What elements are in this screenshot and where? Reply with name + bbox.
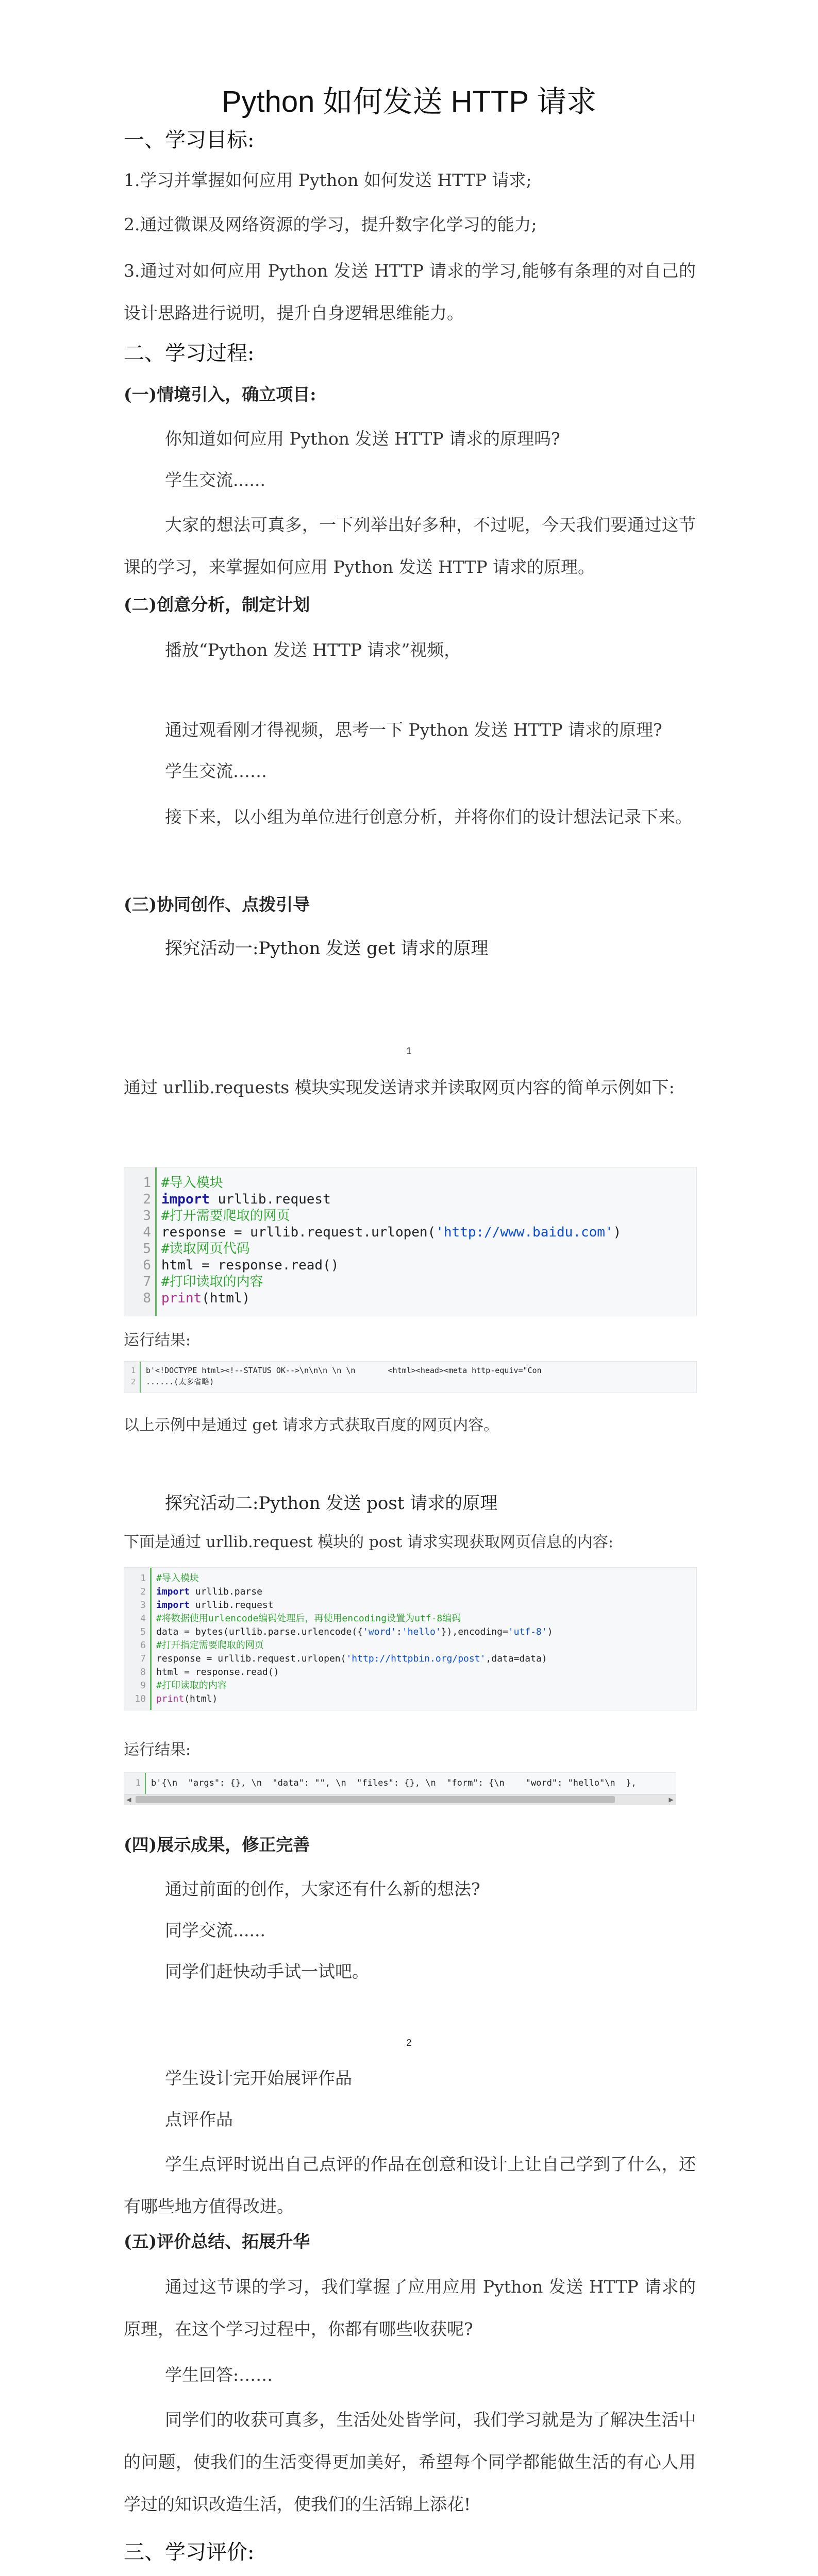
- goal-item-2: 2.通过微课及网络资源的学习，提升数字化学习的能力;: [124, 214, 537, 234]
- code-token-str: 'http://httpbin.org/post': [346, 1653, 486, 1664]
- paragraph: 通过 urllib.requests 模块实现发送请求并读取网页内容的简单示例如下:: [124, 1077, 675, 1097]
- code-text: [156, 1692, 218, 1706]
- code-token-plain: html = response.read(): [161, 1258, 339, 1273]
- code-token-comment: #打开指定需要爬取的网页: [156, 1640, 264, 1651]
- paragraph: 通过前面的创作，大家还有什么新的想法?: [165, 1879, 480, 1899]
- line-number: 10: [135, 1693, 146, 1704]
- page-number: 1: [406, 1046, 412, 1056]
- line-number: 1: [140, 1573, 146, 1584]
- line-number: 8: [140, 1667, 146, 1677]
- code-text: [156, 1585, 262, 1599]
- code-token-plain: b'<!DOCTYPE html><!--STATUS OK-->\n\n\n \n \n <html><head><meta http-equiv="Con: [146, 1366, 542, 1375]
- code-token-comment: #打印读取的内容: [161, 1274, 263, 1290]
- paragraph: 点评作品: [165, 2109, 233, 2129]
- activity-heading-2: 探究活动二:Python 发送 post 请求的原理: [165, 1493, 498, 1514]
- code-token-plain: urllib.request: [209, 1192, 331, 1207]
- line-number: 2: [140, 1586, 146, 1597]
- paragraph: 播放“Python 发送 HTTP 请求”视频，: [165, 640, 461, 660]
- paragraph: 下面是通过 urllib.request 模块的 post 请求实现获取网页信息的内容:: [124, 1533, 613, 1551]
- goal-item-3: 3.通过对如何应用 Python 发送 HTTP 请求的学习,能够有条理的对自己的设计思路进行说明，提升自身逻辑思维能力。: [124, 261, 696, 323]
- paragraph: 学生点评时说出自己点评的作品在创意和设计上让自己学到了什么，还有哪些地方值得改进。: [124, 2154, 696, 2216]
- paragraph: 通过观看刚才得视频，思考一下 Python 发送 HTTP 请求的原理?: [165, 720, 662, 740]
- line-number: 3: [140, 1600, 146, 1611]
- code-text: [156, 1625, 553, 1639]
- code-line: [124, 1572, 696, 1585]
- code-text: [161, 1208, 290, 1224]
- line-number: 4: [140, 1613, 146, 1624]
- code-line: [124, 1585, 696, 1599]
- scroll-left-icon[interactable]: ◀: [126, 1796, 131, 1803]
- line-number: 5: [140, 1626, 146, 1637]
- code-token-str: 'word': [362, 1626, 396, 1637]
- code-line: [124, 1241, 696, 1257]
- code-token-fn: print: [156, 1693, 185, 1704]
- code-text: [161, 1257, 339, 1274]
- line-number: 2: [130, 1377, 136, 1386]
- code-text: [156, 1599, 274, 1612]
- code-token-plain: ): [613, 1225, 622, 1240]
- code-line: [124, 1625, 696, 1639]
- code-line: [124, 1208, 696, 1224]
- code-line: [124, 1666, 696, 1679]
- result-label: 运行结果:: [124, 1331, 191, 1349]
- line-number: 1: [135, 1778, 141, 1788]
- paragraph: 通过这节课的学习，我们掌握了应用应用 Python 发送 HTTP 请求的原理，在这个学习过程中，你都有哪些收获呢?: [124, 2277, 696, 2339]
- paragraph: 学生交流……: [165, 761, 267, 781]
- code-token-comment: #导入模块: [156, 1573, 199, 1584]
- page-title: Python 如何发送 HTTP 请求: [221, 85, 597, 118]
- code-token-plain: :: [396, 1626, 402, 1637]
- scroll-right-icon[interactable]: ▶: [669, 1796, 674, 1803]
- paragraph: 同学们的收获可真多，生活处处皆学问，我们学习就是为了解决生活中的问题，使我们的生活变得更加美好，希望每个同学都能做生活的有心人用学过的知识改造生活，使我们的生活锦上添花!: [124, 2410, 696, 2514]
- code-token-plain: urllib.parse: [190, 1586, 262, 1597]
- code-token-plain: html = response.read(): [156, 1667, 279, 1677]
- activity-heading-1: 探究活动一:Python 发送 get 请求的原理: [165, 938, 489, 959]
- code-text: [161, 1274, 263, 1290]
- code-token-kw: import: [156, 1586, 190, 1597]
- paragraph: 大家的想法可真多，一下列举出好多种，不过呢，今天我们要通过这节课的学习，来掌握如何应用 Python 发送 HTTP 请求的原理。: [124, 515, 696, 577]
- code-text: [156, 1612, 461, 1625]
- paragraph: 学生回答:……: [165, 2365, 273, 2385]
- code-token-fn: print: [161, 1291, 202, 1306]
- line-number: 3: [143, 1208, 151, 1224]
- result-block-post: [124, 1772, 676, 1805]
- code-token-str: 'utf-8': [508, 1626, 547, 1637]
- code-line: [124, 1274, 696, 1290]
- code-line: [124, 1777, 676, 1789]
- code-line: [124, 1612, 696, 1625]
- scrollbar-thumb[interactable]: [136, 1796, 615, 1803]
- paragraph: 同学们赶快动手试一试吧。: [165, 1961, 369, 1981]
- line-number: 5: [143, 1241, 151, 1257]
- code-token-comment: #打开需要爬取的网页: [161, 1208, 290, 1224]
- code-text: [156, 1652, 547, 1666]
- code-token-str: 'hello': [402, 1626, 441, 1637]
- code-text: [156, 1666, 279, 1679]
- line-number: 7: [140, 1653, 146, 1664]
- code-token-kw: import: [161, 1192, 210, 1207]
- paragraph: 你知道如何应用 Python 发送 HTTP 请求的原理吗?: [165, 429, 560, 449]
- code-token-plain: ): [547, 1626, 553, 1637]
- code-text: [151, 1777, 637, 1789]
- code-block-post: [124, 1567, 697, 1710]
- code-text: [156, 1639, 264, 1652]
- line-number: 9: [140, 1680, 146, 1691]
- result-label: 运行结果:: [124, 1741, 191, 1759]
- paragraph: 学生设计完开始展评作品: [165, 2068, 352, 2088]
- code-line: [124, 1679, 696, 1692]
- code-line: [124, 1376, 696, 1387]
- code-token-plain: ,data=data): [486, 1653, 547, 1664]
- code-text: [161, 1290, 250, 1307]
- code-text: [146, 1365, 542, 1376]
- paragraph: 以上示例中是通过 get 请求方式获取百度的网页内容。: [124, 1416, 499, 1434]
- code-line: [124, 1175, 696, 1191]
- code-token-comment: #将数据使用urlencode编码处理后，再使用encoding设置为utf-8编码: [156, 1613, 461, 1624]
- code-text: [161, 1241, 250, 1257]
- section-heading-goals: 一、学习目标:: [124, 128, 255, 152]
- line-number: 6: [143, 1258, 151, 1273]
- code-token-plain: b'{\n "args": {}, \n "data": "", \n "files": {}, \n "form": {\n "word": "hello"\n },: [151, 1778, 637, 1788]
- paragraph: 接下来，以小组为单位进行创意分析，并将你们的设计想法记录下来。: [165, 807, 692, 827]
- paragraph: 学生交流......: [165, 470, 265, 490]
- code-token-plain: urllib.request: [190, 1600, 274, 1611]
- code-token-comment: #打印读取的内容: [156, 1680, 227, 1691]
- paragraph: 同学交流......: [165, 1920, 265, 1940]
- line-number: 4: [143, 1225, 151, 1240]
- page-number: 2: [406, 2038, 412, 2048]
- goal-item-1: 1.学习并掌握如何应用 Python 如何发送 HTTP 请求;: [124, 170, 532, 190]
- sub-heading-4: (四)展示成果，修正完善: [124, 1835, 310, 1855]
- code-line: [124, 1692, 696, 1706]
- line-number: 1: [130, 1366, 136, 1375]
- sub-heading-1: (一)情境引入，确立项目:: [124, 384, 316, 404]
- code-token-comment: #读取网页代码: [161, 1241, 250, 1257]
- code-text: [156, 1572, 199, 1585]
- code-line: [124, 1257, 696, 1274]
- horizontal-scrollbar[interactable]: [124, 1794, 676, 1805]
- line-number: 8: [143, 1291, 151, 1306]
- code-line: [124, 1599, 696, 1612]
- line-number: 7: [143, 1274, 151, 1290]
- sub-heading-2: (二)创意分析，制定计划: [124, 595, 310, 615]
- code-block-get: [124, 1167, 697, 1316]
- code-line: [124, 1652, 696, 1666]
- code-token-plain: data = bytes(urllib.parse.urlencode({: [156, 1626, 363, 1637]
- code-text: [156, 1679, 227, 1692]
- line-number: 2: [143, 1192, 151, 1207]
- section-heading-process: 二、学习过程:: [124, 342, 255, 365]
- sub-heading-3: (三)协同创作、点拨引导: [124, 894, 310, 914]
- code-text: [146, 1376, 214, 1387]
- code-line: [124, 1365, 696, 1376]
- line-number: 1: [143, 1175, 151, 1191]
- code-token-str: 'http://www.baidu.com': [436, 1225, 613, 1240]
- code-token-plain: response = urllib.request.urlopen(: [161, 1225, 436, 1240]
- code-line: [124, 1191, 696, 1208]
- code-token-plain: }),encoding=: [441, 1626, 508, 1637]
- code-line: [124, 1290, 696, 1307]
- code-token-kw: import: [156, 1600, 190, 1611]
- sub-heading-5: (五)评价总结、拓展升华: [124, 2231, 310, 2251]
- result-block-get: [124, 1361, 697, 1393]
- code-text: [161, 1191, 331, 1208]
- code-text: [161, 1175, 223, 1191]
- code-token-comment: #导入模块: [161, 1175, 223, 1191]
- code-token-plain: ......(太多省略): [146, 1377, 214, 1386]
- code-token-plain: (html): [184, 1693, 218, 1704]
- code-line: [124, 1224, 696, 1241]
- code-text: [161, 1224, 621, 1241]
- code-line: [124, 1639, 696, 1652]
- section-heading-evaluation: 三、学习评价:: [124, 2540, 255, 2564]
- code-token-plain: (html): [202, 1291, 251, 1306]
- code-token-plain: response = urllib.request.urlopen(: [156, 1653, 346, 1664]
- line-number: 6: [140, 1640, 146, 1651]
